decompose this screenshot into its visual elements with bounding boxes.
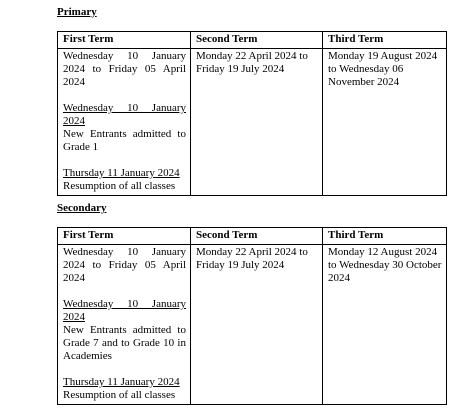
entrants-text: New Entrants admitted to Grade 1 [63,128,186,153]
table-row [58,49,447,196]
first-term-dates: Wednesday 10 January 2024 to Friday 05 April 2024 [63,50,186,88]
header-first-term: First Term [58,32,191,49]
resumption-date: Thursday 11 January 2024 [63,376,180,388]
entrants-date: Wednesday 10 January 2024 [63,298,186,323]
secondary-heading: Secondary [57,202,107,214]
entrants-text: New Entrants admitted to Grade 7 and to Grade 10 in Academies [63,324,186,362]
header-first-term: First Term [58,228,191,245]
resumption-date: Thursday 11 January 2024 [63,167,180,179]
header-third-term: Third Term [323,32,447,49]
primary-calendar-table [57,31,447,196]
second-term-cell: Monday 22 April 2024 to Friday 19 July 2024 [191,49,323,196]
third-term-cell: Monday 12 August 2024 to Wednesday 30 October 2024 [323,245,447,405]
resumption-text: Resumption of all classes [63,389,176,401]
first-term-cell [58,245,191,405]
header-second-term: Second Term [191,32,323,49]
table-row [58,245,447,405]
entrants-date: Wednesday 10 January 2024 [63,102,186,127]
secondary-calendar-table [57,227,447,405]
first-term-dates: Wednesday 10 January 2024 to Friday 05 April 2024 [63,246,186,284]
header-second-term: Second Term [191,228,323,245]
first-term-cell [58,49,191,196]
second-term-cell: Monday 22 April 2024 to Friday 19 July 2024 [191,245,323,405]
third-term-cell: Monday 19 August 2024 to Wednesday 06 November 2024 [323,49,447,196]
primary-heading: Primary [57,6,97,18]
table-header-row [58,32,447,49]
header-third-term: Third Term [323,228,447,245]
table-header-row [58,228,447,245]
resumption-text: Resumption of all classes [63,180,176,192]
